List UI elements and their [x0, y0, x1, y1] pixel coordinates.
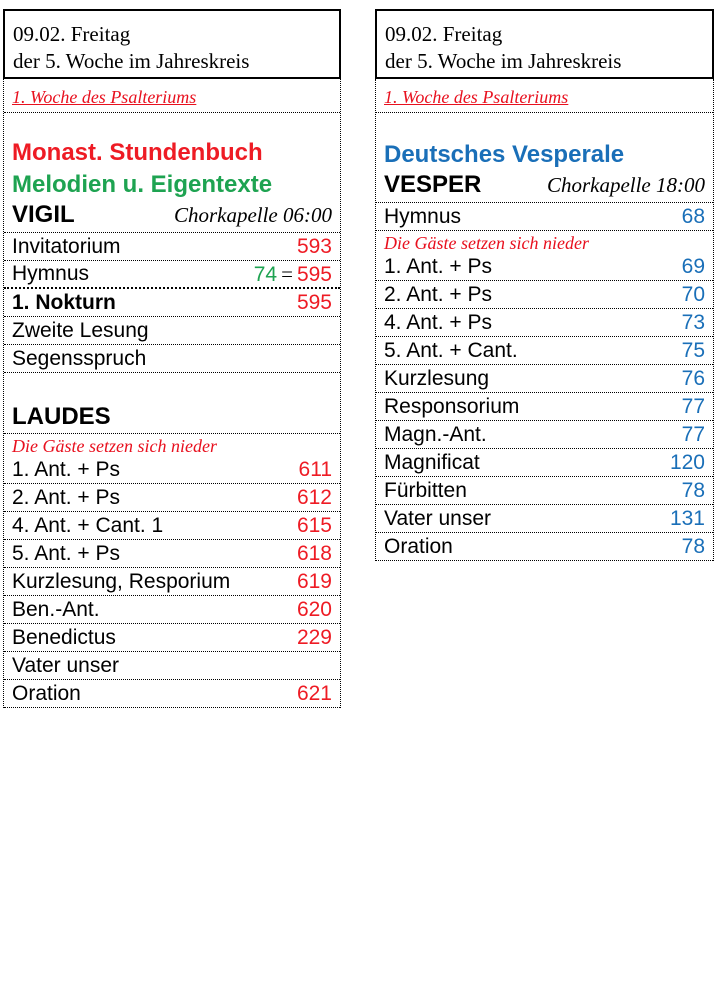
item-label: Ben.-Ant. — [12, 597, 100, 621]
list-item: Segensspruch — [4, 345, 340, 373]
item-label: Magnificat — [384, 450, 480, 474]
list-item — [376, 533, 713, 561]
item-label: Magn.-Ant. — [384, 422, 487, 446]
vesper-heading — [376, 171, 713, 203]
item-label: Benedictus — [12, 625, 116, 649]
page-number: 69 — [681, 254, 705, 278]
item-label: 1. Ant. + Ps — [12, 457, 120, 481]
item-label: Kurzlesung, Resporium — [12, 569, 231, 593]
list-item — [4, 568, 340, 596]
item-label: Fürbitten — [384, 478, 467, 502]
item-label: 2. Ant. + Ps — [384, 282, 492, 306]
left-date: 09.02. Freitag — [13, 22, 131, 46]
list-item — [376, 337, 713, 365]
list-item — [4, 540, 340, 568]
page-number: 76 — [681, 366, 705, 390]
left-column — [3, 9, 341, 708]
list-item: 1. Nokturn 595 — [4, 289, 340, 317]
list-item — [376, 421, 713, 449]
list-item — [376, 365, 713, 393]
page-number: 78 — [681, 478, 705, 502]
item-label: 5. Ant. + Cant. — [384, 338, 518, 362]
left-frame — [3, 79, 341, 708]
list-item — [376, 505, 713, 533]
right-date-header — [375, 9, 714, 79]
list-item — [376, 449, 713, 477]
right-book-title: Deutsches Vesperale — [384, 141, 625, 168]
item-label: Responsorium — [384, 394, 520, 418]
item-label: Vater unser — [384, 506, 491, 530]
right-column — [375, 9, 714, 561]
list-item — [376, 393, 713, 421]
page-number: 75 — [681, 338, 705, 362]
list-item: Hymnus 68 — [376, 203, 713, 231]
list-item — [4, 484, 340, 512]
page-number: 611 — [298, 457, 332, 481]
item-label: 2. Ant. + Ps — [12, 485, 120, 509]
right-date: 09.02. Freitag — [385, 22, 503, 46]
vesper-title: VESPER — [384, 171, 482, 198]
list-item — [4, 624, 340, 652]
vigil-heading — [4, 201, 340, 233]
page-number: 120 — [669, 450, 705, 474]
page-number: 78 — [681, 534, 705, 558]
page-number: 131 — [669, 506, 705, 530]
page-number: 619 — [296, 569, 332, 593]
page-number: 615 — [296, 513, 332, 537]
item-label: Kurzlesung — [384, 366, 490, 390]
vesper-note: Die Gäste setzen sich nieder — [384, 233, 589, 253]
right-psalter-week: 1. Woche des Psalteriums — [376, 79, 713, 113]
list-item: Hymnus 74 = 595 — [4, 261, 340, 289]
laudes-title: LAUDES — [4, 401, 340, 434]
right-frame — [375, 79, 714, 561]
page-number: 612 — [296, 485, 332, 509]
page-number: 77 — [681, 394, 705, 418]
list-item — [4, 652, 340, 680]
list-item — [376, 253, 713, 281]
list-item — [376, 281, 713, 309]
list-item — [4, 512, 340, 540]
right-week: der 5. Woche im Jahreskreis — [385, 49, 622, 73]
page-number: 77 — [681, 422, 705, 446]
list-item: Invitatorium 593 — [4, 233, 340, 261]
item-label: 4. Ant. + Ps — [384, 310, 492, 334]
page-number: 620 — [296, 597, 332, 621]
page-number: 621 — [296, 681, 332, 705]
left-psalter-week: 1. Woche des Psalteriums — [4, 79, 340, 113]
page-number: 73 — [681, 310, 705, 334]
left-book-title: Monast. Stundenbuch — [12, 139, 263, 166]
item-label: 5. Ant. + Ps — [12, 541, 120, 565]
page-number: 70 — [681, 282, 705, 306]
item-label: Vater unser — [12, 653, 119, 677]
item-label: 1. Ant. + Ps — [384, 254, 492, 278]
vigil-place: Chorkapelle 06:00 — [173, 203, 332, 227]
list-item — [4, 456, 340, 484]
page-number: 618 — [296, 541, 332, 565]
left-melodies-title: Melodien u. Eigentexte — [12, 171, 273, 198]
left-date-header — [3, 9, 341, 79]
page-number: 229 — [296, 625, 332, 649]
list-item — [4, 680, 340, 708]
list-item — [4, 596, 340, 624]
list-item — [376, 309, 713, 337]
list-item: Zweite Lesung — [4, 317, 340, 345]
vesper-place: Chorkapelle 18:00 — [546, 173, 705, 197]
item-label: Oration — [384, 534, 453, 558]
item-label: Oration — [12, 681, 81, 705]
item-label: 4. Ant. + Cant. 1 — [12, 513, 164, 537]
left-week: der 5. Woche im Jahreskreis — [13, 49, 250, 73]
list-item — [376, 477, 713, 505]
laudes-note: Die Gäste setzen sich nieder — [12, 436, 217, 456]
vigil-title: VIGIL — [12, 201, 75, 228]
